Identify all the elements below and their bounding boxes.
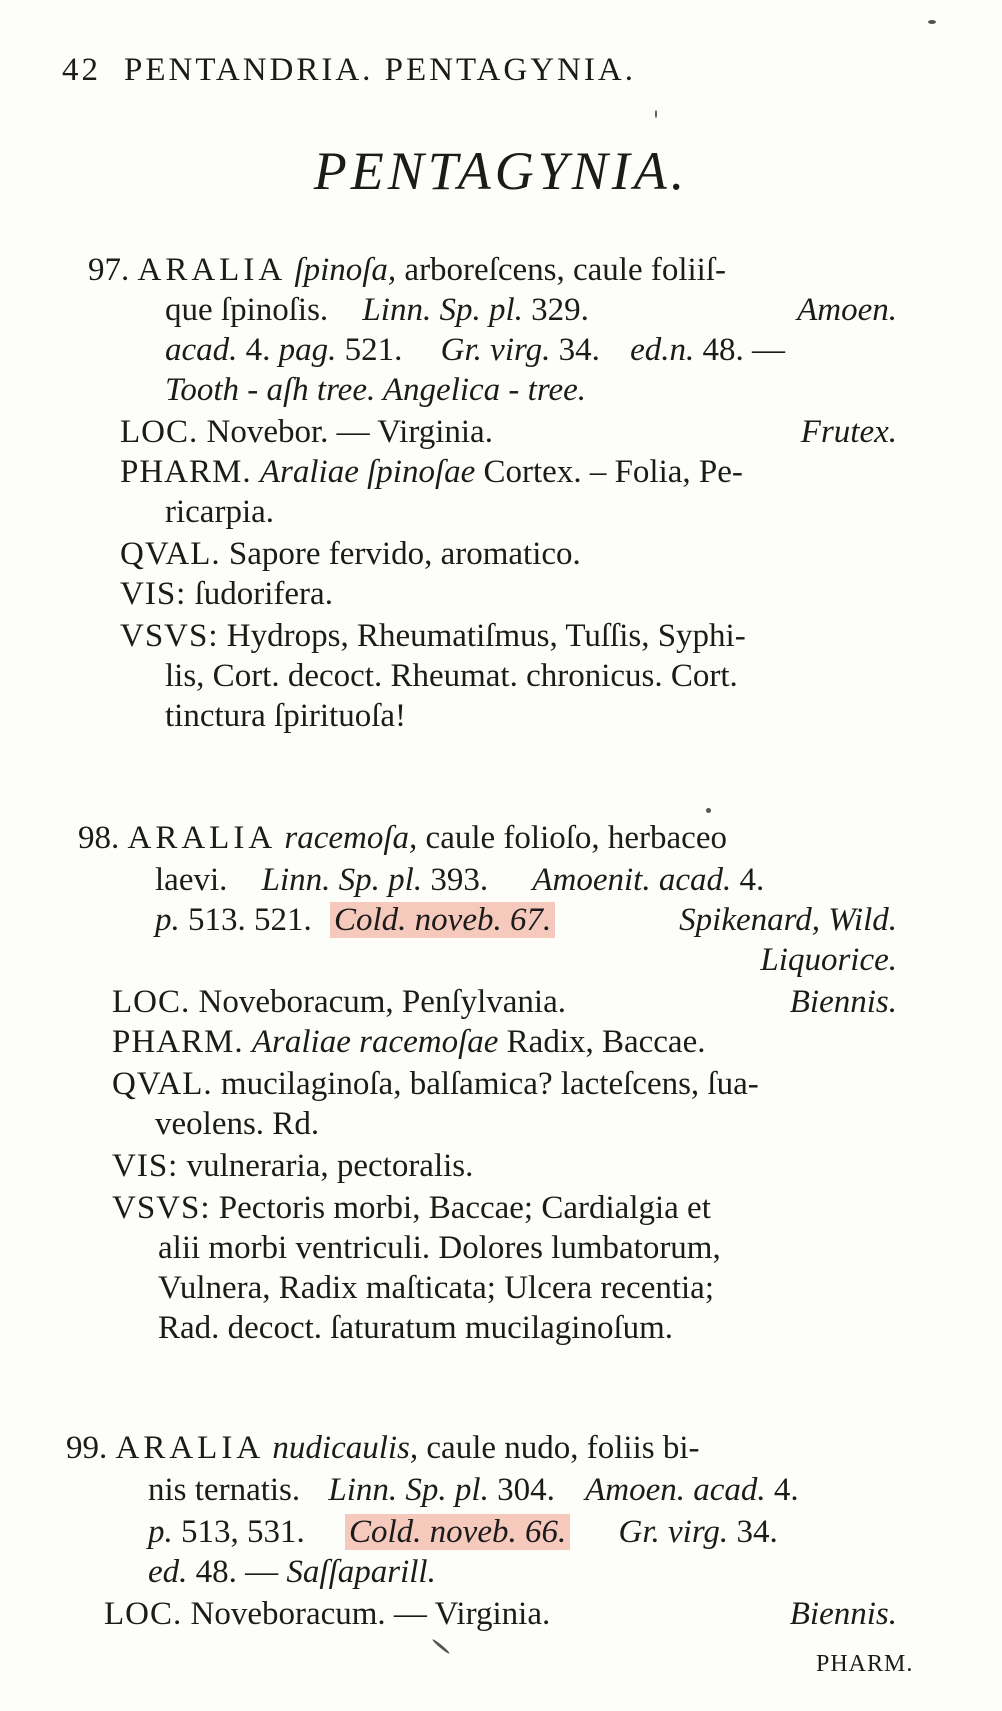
reference-volume: 4. [739, 862, 765, 898]
reference-acad: acad. [165, 332, 238, 368]
entry-99-line-2 [148, 1470, 897, 1510]
usus-label: VSVS: [112, 1190, 211, 1226]
description: caule nudo, foliis bi- [426, 1430, 700, 1466]
loc-line [104, 1594, 897, 1634]
print-speck [432, 1638, 451, 1654]
reference-page: 48. — [702, 332, 786, 368]
usus-continuation: alii morbi ventriculi. Dolores lumbatorum, [158, 1230, 721, 1266]
genus-name: ARALIA [137, 252, 287, 288]
reference-page: 393. [430, 862, 489, 898]
pharm-drug: Araliae ſpinoſae [259, 454, 476, 490]
usus-text: Pectoris morbi, Baccae; Cardialgia et [218, 1190, 711, 1226]
reference-amoen: Amoen. acad. [585, 1472, 766, 1508]
reference-p: p. [155, 902, 180, 938]
entry-98-line-3 [155, 900, 897, 940]
loc-text: Noveboracum, Penſylvania. [198, 984, 566, 1020]
entry-number: 97. [88, 252, 130, 288]
usus-continuation: Rad. decoct. ſaturatum mucilaginoſum. [158, 1310, 674, 1346]
loc-line [120, 412, 897, 452]
species-name: nudicaulis, [272, 1430, 419, 1466]
print-speck [928, 20, 936, 24]
genus-name: ARALIA [115, 1430, 265, 1466]
reference-gronovius: Gr. virg. [440, 332, 551, 368]
pharm-line [112, 1022, 705, 1062]
habit: Biennis. [789, 984, 897, 1020]
reference-linnaeus: Linn. Sp. pl. [328, 1472, 489, 1508]
common-names: Saſſaparill. [286, 1554, 436, 1590]
reference-volume: 4. [245, 332, 271, 368]
usus-continuation: tinctura ſpirituoſa! [165, 698, 407, 734]
pharm-label: PHARM. [120, 454, 252, 490]
usus-label: VSVS: [120, 618, 219, 654]
entry-98-line-1 [78, 818, 897, 858]
species-name: racemoſa, [284, 820, 418, 856]
vis-label: VIS: [112, 1148, 179, 1184]
common-names-continuation: Liquorice. [760, 942, 897, 978]
section-title: PENTAGYNIA. [313, 141, 689, 201]
entry-number: 98. [78, 820, 120, 856]
qual-label: QVAL. [112, 1066, 213, 1102]
qual-text: mucilaginoſa, balſamica? lacteſcens, ſua- [220, 1066, 759, 1102]
reference-page: 513. 521. [188, 902, 312, 938]
reference-gronovius: Gr. virg. [618, 1514, 729, 1550]
reference-page: 513, 531. [181, 1514, 305, 1550]
qual-line [112, 1064, 759, 1104]
running-head [62, 52, 882, 89]
usus-text: Hydrops, Rheumatiſmus, Tuſſis, Syphi- [226, 618, 746, 654]
description: laevi. [155, 862, 228, 898]
entry-97-line-2 [165, 290, 897, 330]
reference-volume: 4. [773, 1472, 799, 1508]
highlighted-reference-colden: Cold. noveb. 66. [345, 1514, 570, 1550]
description: que ſpinoſis. [165, 292, 329, 328]
pharm-drug: Araliae racemoſae [251, 1024, 499, 1060]
reference-page: 34. [736, 1514, 778, 1550]
loc-text: Noveboracum. — Virginia. [190, 1596, 551, 1632]
reference-p: p. [148, 1514, 173, 1550]
reference-page: 521. [344, 332, 403, 368]
common-names: Tooth - aſh tree. Angelica - tree. [165, 372, 586, 408]
loc-text: Novebor. — Virginia. [206, 414, 493, 450]
reference-page: 48. — [195, 1554, 279, 1590]
usus-continuation: Vulnera, Radix maſticata; Ulcera recentia; [158, 1270, 714, 1306]
pharm-text: Radix, Baccae. [506, 1024, 706, 1060]
entry-97-line-3 [165, 330, 897, 370]
description: nis ternatis. [148, 1472, 301, 1508]
loc-line [112, 982, 897, 1022]
vis-text: vulneraria, pectoralis. [186, 1148, 474, 1184]
pharm-continuation: ricarpia. [165, 494, 275, 530]
pharm-line [120, 452, 897, 492]
reference-page: 34. [558, 332, 600, 368]
entry-99-line-3 [148, 1512, 897, 1552]
reference-page: 304. [497, 1472, 555, 1508]
entry-number: 99. [66, 1430, 108, 1466]
loc-label: LOC. [112, 984, 191, 1020]
loc-label: LOC. [120, 414, 199, 450]
reference-edition: ed.n. [630, 332, 695, 368]
genus-name: ARALIA [127, 820, 277, 856]
pharm-label: PHARM. [112, 1024, 244, 1060]
reference-page: 329. [531, 292, 589, 328]
loc-label: LOC. [104, 1596, 183, 1632]
habit: Biennis. [789, 1596, 897, 1632]
reference-linnaeus: Linn. Sp. pl. [362, 292, 523, 328]
reference-amoen: Amoenit. acad. [532, 862, 732, 898]
print-speck [655, 110, 657, 118]
qual-text: Sapore fervido, aromatico. [228, 536, 581, 572]
page-number: 42 [62, 52, 101, 88]
usus-line [120, 616, 746, 656]
entry-97-line-1 [88, 250, 898, 290]
qual-label: QVAL. [120, 536, 221, 572]
running-title: PENTANDRIA. PENTAGYNIA. [124, 52, 636, 88]
reference-pag: pag. [278, 332, 337, 368]
description: arboreſcens, caule foliiſ- [404, 252, 727, 288]
entry-98-line-2 [155, 860, 897, 900]
pharm-text: Cortex. – Folia, Pe- [483, 454, 743, 490]
habit: Frutex. [800, 414, 897, 450]
vis-text: ſudorifera. [194, 576, 333, 612]
print-speck [706, 808, 711, 813]
usus-line [112, 1188, 711, 1228]
vis-label: VIS: [120, 576, 187, 612]
highlighted-reference-colden: Cold. noveb. 67. [330, 902, 555, 938]
reference-linnaeus: Linn. Sp. pl. [261, 862, 423, 898]
vis-line [112, 1146, 473, 1186]
entry-99-line-1 [66, 1428, 897, 1468]
usus-continuation: lis, Cort. decoct. Rheumat. chronicus. Cort. [165, 658, 738, 694]
reference-edition: ed. [148, 1554, 188, 1590]
common-names: Spikenard, Wild. [679, 902, 897, 938]
description: caule folioſo, herbaceo [425, 820, 727, 856]
reference-amoen: Amoen. [797, 292, 897, 328]
entry-99-line-4 [148, 1552, 436, 1592]
vis-line [120, 574, 333, 614]
catchword: PHARM. [816, 1651, 914, 1677]
species-name: ſpinoſa, [294, 252, 397, 288]
qual-continuation: veolens. Rd. [155, 1106, 320, 1142]
qual-line [120, 534, 581, 574]
